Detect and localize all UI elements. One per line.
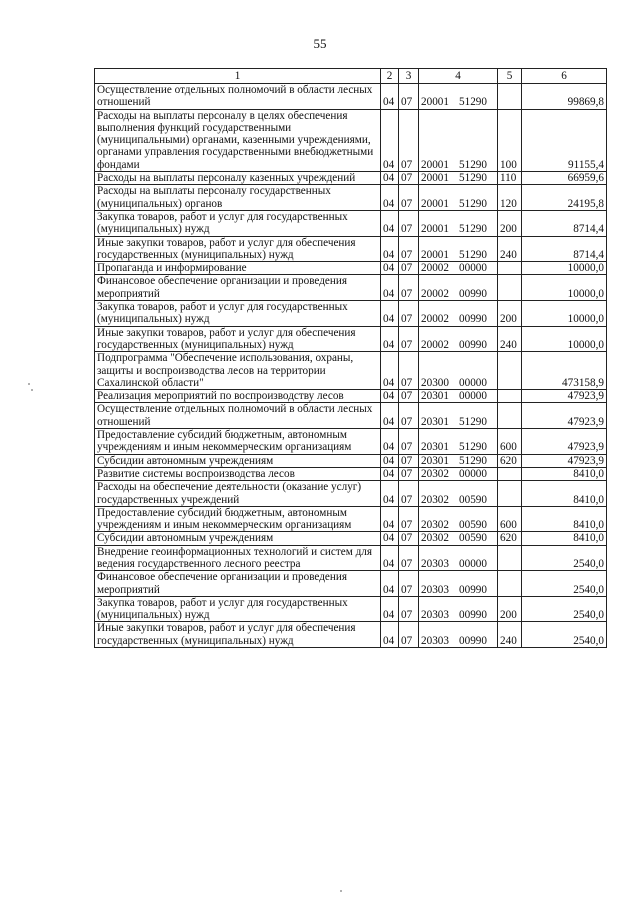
row-name-cell: Закупка товаров, работ и услуг для государственных (муниципальных) нужд — [95, 301, 381, 327]
header-cell: 3 — [399, 69, 419, 84]
row-name-cell: Подпрограмма "Обеспечение использования, охраны, защиты и воспроизводства лесов на территории Сахалинской области" — [95, 352, 381, 390]
target-article-direction: 00990 — [459, 313, 487, 326]
row-name-cell: Расходы на выплаты персоналу государственных (муниципальных) органов — [95, 185, 381, 211]
target-article-program: 20002 — [421, 262, 449, 275]
target-article-program: 20302 — [421, 532, 449, 545]
target-article-program: 20301 — [421, 390, 449, 403]
row-subsection-cell: 07 — [399, 403, 419, 429]
row-target-article-cell — [419, 172, 498, 185]
table-row — [95, 390, 607, 403]
row-expense-type-cell: 100 — [498, 109, 522, 171]
row-expense-type-cell — [498, 467, 522, 480]
row-name-cell: Предоставление субсидий бюджетным, автономным учреждениям и иным некоммерческим организациям — [95, 506, 381, 532]
target-article-program: 20001 — [421, 172, 449, 185]
row-expense-type-cell: 120 — [498, 185, 522, 211]
row-name-cell: Иные закупки товаров, работ и услуг для обеспечения государственных (муниципальных) нужд — [95, 622, 381, 648]
row-section-cell: 04 — [381, 429, 399, 455]
row-expense-type-cell: 200 — [498, 210, 522, 236]
row-name-cell: Развитие системы воспроизводства лесов — [95, 467, 381, 480]
target-article-program: 20302 — [421, 493, 449, 506]
target-article-program: 20301 — [421, 454, 449, 467]
target-article-program: 20301 — [421, 441, 449, 454]
table-row — [95, 84, 607, 110]
row-subsection-cell: 07 — [399, 506, 419, 532]
row-amount-cell: 10000,0 — [522, 262, 607, 275]
table-row — [95, 210, 607, 236]
row-amount-cell: 2540,0 — [522, 622, 607, 648]
row-section-cell: 04 — [381, 390, 399, 403]
row-subsection-cell: 07 — [399, 210, 419, 236]
row-subsection-cell: 07 — [399, 532, 419, 545]
table-header-row — [95, 69, 607, 84]
row-name-cell: Иные закупки товаров, работ и услуг для обеспечения государственных (муниципальных) нужд — [95, 236, 381, 262]
table-row — [95, 596, 607, 622]
target-article-direction: 00590 — [459, 532, 487, 545]
row-expense-type-cell: 110 — [498, 172, 522, 185]
row-section-cell: 04 — [381, 109, 399, 171]
row-subsection-cell: 07 — [399, 301, 419, 327]
row-section-cell: 04 — [381, 172, 399, 185]
row-amount-cell: 2540,0 — [522, 571, 607, 597]
row-section-cell: 04 — [381, 403, 399, 429]
target-article-direction: 00000 — [459, 390, 487, 403]
row-subsection-cell: 07 — [399, 326, 419, 352]
target-article-direction: 00590 — [459, 493, 487, 506]
row-target-article-cell — [419, 210, 498, 236]
row-target-article-cell — [419, 109, 498, 171]
row-amount-cell: 8410,0 — [522, 481, 607, 507]
row-name-cell: Внедрение геоинформационных технологий и систем для ведения государственного лесного реестра — [95, 545, 381, 571]
row-section-cell: 04 — [381, 596, 399, 622]
row-target-article-cell — [419, 236, 498, 262]
target-article-direction: 00990 — [459, 609, 487, 622]
header-cell: 6 — [522, 69, 607, 84]
row-section-cell: 04 — [381, 467, 399, 480]
row-subsection-cell: 07 — [399, 275, 419, 301]
target-article-direction: 51290 — [459, 223, 487, 236]
target-article-program: 20300 — [421, 376, 449, 389]
row-target-article-cell — [419, 467, 498, 480]
row-section-cell: 04 — [381, 506, 399, 532]
row-target-article-cell — [419, 506, 498, 532]
row-target-article-cell — [419, 301, 498, 327]
target-article-direction: 00990 — [459, 287, 487, 300]
table-row — [95, 571, 607, 597]
row-name-cell: Иные закупки товаров, работ и услуг для обеспечения государственных (муниципальных) нужд — [95, 326, 381, 352]
row-target-article-cell — [419, 403, 498, 429]
row-section-cell: 04 — [381, 301, 399, 327]
row-subsection-cell: 07 — [399, 84, 419, 110]
row-amount-cell: 8714,4 — [522, 210, 607, 236]
target-article-direction: 51290 — [459, 248, 487, 261]
table-row — [95, 301, 607, 327]
row-section-cell: 04 — [381, 532, 399, 545]
target-article-program: 20303 — [421, 583, 449, 596]
target-article-direction: 00990 — [459, 634, 487, 647]
row-amount-cell: 2540,0 — [522, 545, 607, 571]
header-cell: 2 — [381, 69, 399, 84]
target-article-direction: 00990 — [459, 583, 487, 596]
row-amount-cell: 91155,4 — [522, 109, 607, 171]
row-expense-type-cell: 620 — [498, 532, 522, 545]
row-expense-type-cell — [498, 571, 522, 597]
row-target-article-cell — [419, 622, 498, 648]
scan-speck — [31, 389, 33, 391]
row-amount-cell: 10000,0 — [522, 301, 607, 327]
row-amount-cell: 10000,0 — [522, 275, 607, 301]
scan-speck — [340, 890, 342, 892]
target-article-direction: 00000 — [459, 376, 487, 389]
target-article-program: 20002 — [421, 338, 449, 351]
row-amount-cell: 10000,0 — [522, 326, 607, 352]
table-row — [95, 454, 607, 467]
row-name-cell: Пропаганда и информирование — [95, 262, 381, 275]
row-subsection-cell: 07 — [399, 262, 419, 275]
row-subsection-cell: 07 — [399, 596, 419, 622]
row-amount-cell: 8410,0 — [522, 532, 607, 545]
row-target-article-cell — [419, 571, 498, 597]
target-article-direction: 00000 — [459, 557, 487, 570]
row-section-cell: 04 — [381, 545, 399, 571]
row-target-article-cell — [419, 326, 498, 352]
table-row — [95, 109, 607, 171]
row-subsection-cell: 07 — [399, 545, 419, 571]
table-row — [95, 545, 607, 571]
row-name-cell: Расходы на выплаты персоналу казенных учреждений — [95, 172, 381, 185]
row-subsection-cell: 07 — [399, 172, 419, 185]
row-section-cell: 04 — [381, 571, 399, 597]
row-name-cell: Расходы на обеспечение деятельности (оказание услуг) государственных учреждений — [95, 481, 381, 507]
row-expense-type-cell — [498, 275, 522, 301]
row-expense-type-cell: 600 — [498, 506, 522, 532]
row-amount-cell: 47923,9 — [522, 454, 607, 467]
row-name-cell: Расходы на выплаты персоналу в целях обеспечения выполнения функций государственными (муниципальными) органами, казенными учреждениями, органами управления государственными внебюджетными фондами — [95, 109, 381, 171]
row-expense-type-cell — [498, 545, 522, 571]
row-subsection-cell: 07 — [399, 454, 419, 467]
target-article-program: 20303 — [421, 557, 449, 570]
row-expense-type-cell — [498, 352, 522, 390]
row-amount-cell: 47923,9 — [522, 390, 607, 403]
row-target-article-cell — [419, 481, 498, 507]
row-target-article-cell — [419, 532, 498, 545]
target-article-direction: 00590 — [459, 519, 487, 532]
row-name-cell: Осуществление отдельных полномочий в области лесных отношений — [95, 84, 381, 110]
row-section-cell: 04 — [381, 236, 399, 262]
row-section-cell: 04 — [381, 84, 399, 110]
target-article-program: 20302 — [421, 467, 449, 480]
row-expense-type-cell — [498, 481, 522, 507]
table-row — [95, 275, 607, 301]
header-cell: 1 — [95, 69, 381, 84]
target-article-program: 20301 — [421, 415, 449, 428]
table-row — [95, 236, 607, 262]
row-subsection-cell: 07 — [399, 622, 419, 648]
row-amount-cell: 2540,0 — [522, 596, 607, 622]
scan-speck — [28, 383, 30, 385]
row-subsection-cell: 07 — [399, 236, 419, 262]
table-row — [95, 532, 607, 545]
row-amount-cell: 99869,8 — [522, 84, 607, 110]
row-expense-type-cell: 600 — [498, 429, 522, 455]
row-section-cell: 04 — [381, 185, 399, 211]
target-article-direction: 00990 — [459, 338, 487, 351]
target-article-program: 20303 — [421, 634, 449, 647]
row-subsection-cell: 07 — [399, 467, 419, 480]
row-expense-type-cell: 240 — [498, 236, 522, 262]
row-subsection-cell: 07 — [399, 109, 419, 171]
row-expense-type-cell — [498, 390, 522, 403]
row-amount-cell: 66959,6 — [522, 172, 607, 185]
row-amount-cell: 24195,8 — [522, 185, 607, 211]
budget-table — [94, 68, 607, 648]
row-amount-cell: 8410,0 — [522, 506, 607, 532]
target-article-program: 20002 — [421, 287, 449, 300]
target-article-direction: 51290 — [459, 454, 487, 467]
target-article-program: 20002 — [421, 313, 449, 326]
row-expense-type-cell: 240 — [498, 622, 522, 648]
table-row — [95, 403, 607, 429]
row-target-article-cell — [419, 390, 498, 403]
row-subsection-cell: 07 — [399, 390, 419, 403]
row-target-article-cell — [419, 262, 498, 275]
row-target-article-cell — [419, 454, 498, 467]
table-row — [95, 481, 607, 507]
header-cell: 4 — [419, 69, 498, 84]
row-expense-type-cell: 240 — [498, 326, 522, 352]
table-row — [95, 622, 607, 648]
row-target-article-cell — [419, 352, 498, 390]
table-row — [95, 172, 607, 185]
table-row — [95, 185, 607, 211]
target-article-program: 20302 — [421, 519, 449, 532]
row-subsection-cell: 07 — [399, 185, 419, 211]
target-article-direction: 51290 — [459, 441, 487, 454]
row-amount-cell: 473158,9 — [522, 352, 607, 390]
row-amount-cell: 47923,9 — [522, 403, 607, 429]
page-number: 55 — [313, 36, 327, 51]
row-section-cell: 04 — [381, 275, 399, 301]
row-section-cell: 04 — [381, 454, 399, 467]
row-name-cell: Финансовое обеспечение организации и проведения мероприятий — [95, 571, 381, 597]
target-article-direction: 51290 — [459, 172, 487, 185]
row-section-cell: 04 — [381, 210, 399, 236]
table-row — [95, 352, 607, 390]
row-expense-type-cell — [498, 403, 522, 429]
row-name-cell: Субсидии автономным учреждениям — [95, 532, 381, 545]
row-name-cell: Финансовое обеспечение организации и проведения мероприятий — [95, 275, 381, 301]
target-article-program: 20303 — [421, 609, 449, 622]
row-section-cell: 04 — [381, 622, 399, 648]
table-row — [95, 467, 607, 480]
row-expense-type-cell: 200 — [498, 301, 522, 327]
row-expense-type-cell — [498, 84, 522, 110]
table-row — [95, 326, 607, 352]
target-article-direction: 00000 — [459, 467, 487, 480]
row-name-cell: Предоставление субсидий бюджетным, автономным учреждениям и иным некоммерческим организациям — [95, 429, 381, 455]
row-name-cell: Осуществление отдельных полномочий в области лесных отношений — [95, 403, 381, 429]
header-cell: 5 — [498, 69, 522, 84]
target-article-direction: 51290 — [459, 415, 487, 428]
row-target-article-cell — [419, 429, 498, 455]
row-subsection-cell: 07 — [399, 481, 419, 507]
row-name-cell: Закупка товаров, работ и услуг для государственных (муниципальных) нужд — [95, 596, 381, 622]
table-row — [95, 262, 607, 275]
row-amount-cell: 47923,9 — [522, 429, 607, 455]
target-article-direction: 51290 — [459, 158, 487, 171]
row-name-cell: Реализация мероприятий по воспроизводству лесов — [95, 390, 381, 403]
row-amount-cell: 8714,4 — [522, 236, 607, 262]
row-target-article-cell — [419, 185, 498, 211]
row-amount-cell: 8410,0 — [522, 467, 607, 480]
row-name-cell: Субсидии автономным учреждениям — [95, 454, 381, 467]
row-expense-type-cell: 200 — [498, 596, 522, 622]
target-article-direction: 51290 — [459, 197, 487, 210]
row-section-cell: 04 — [381, 262, 399, 275]
target-article-program: 20001 — [421, 96, 449, 109]
row-target-article-cell — [419, 545, 498, 571]
row-name-cell: Закупка товаров, работ и услуг для государственных (муниципальных) нужд — [95, 210, 381, 236]
target-article-program: 20001 — [421, 248, 449, 261]
row-expense-type-cell — [498, 262, 522, 275]
target-article-program: 20001 — [421, 223, 449, 236]
row-subsection-cell: 07 — [399, 429, 419, 455]
row-subsection-cell: 07 — [399, 571, 419, 597]
target-article-program: 20001 — [421, 197, 449, 210]
row-target-article-cell — [419, 275, 498, 301]
target-article-direction: 51290 — [459, 96, 487, 109]
row-section-cell: 04 — [381, 481, 399, 507]
target-article-direction: 00000 — [459, 262, 487, 275]
row-expense-type-cell: 620 — [498, 454, 522, 467]
row-section-cell: 04 — [381, 352, 399, 390]
table-row — [95, 506, 607, 532]
row-target-article-cell — [419, 596, 498, 622]
row-target-article-cell — [419, 84, 498, 110]
target-article-program: 20001 — [421, 158, 449, 171]
row-subsection-cell: 07 — [399, 352, 419, 390]
row-section-cell: 04 — [381, 326, 399, 352]
table-row — [95, 429, 607, 455]
